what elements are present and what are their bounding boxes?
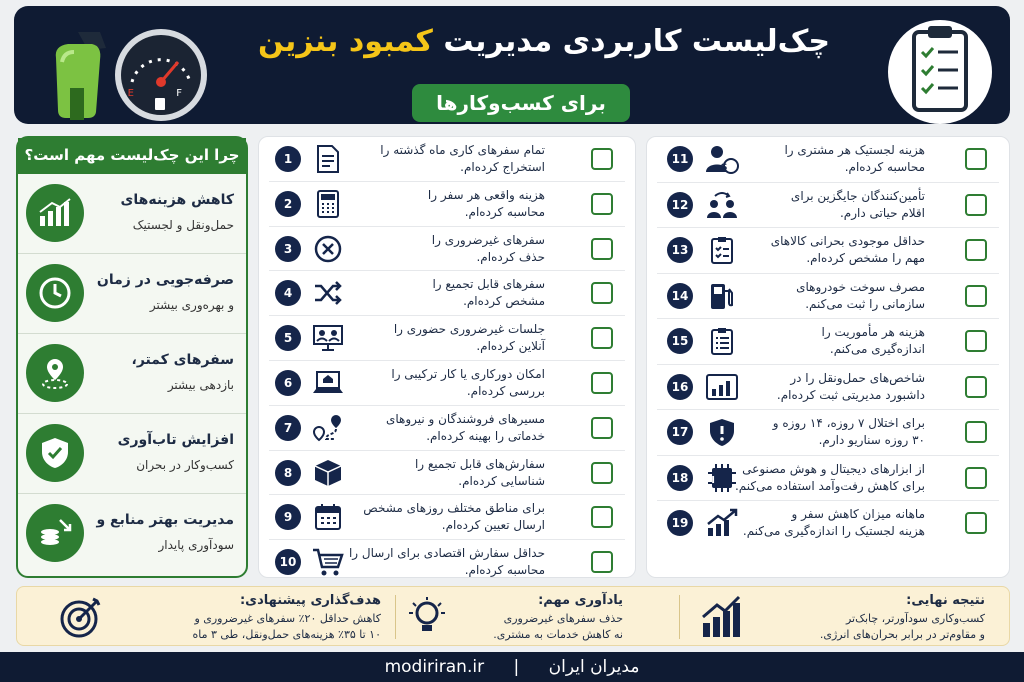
checklist-item [647,365,1009,409]
checklist-column-1-10 [258,136,636,578]
suppliers-icon [705,188,739,222]
clock-icon [26,264,84,322]
item-text-line1: سفارش‌های قابل تجمیع را [414,456,545,471]
item-checkbox[interactable] [965,239,987,261]
item-text-line2: هزینه لجستیک را اندازه‌گیری می‌کنم. [742,524,925,538]
svg-text:$: $ [720,162,728,173]
item-number: 15 [667,328,693,354]
route-pin-icon [311,411,345,445]
benefit-subtitle: بازدهی بیشتر [167,378,234,392]
reminder-title: یادآوری مهم: [538,593,623,608]
item-text-line1: برای مناطق مختلف روزهای مشخص [363,501,545,516]
item-checkbox[interactable] [965,421,987,443]
checklist-item [647,274,1009,318]
benefit-title: کاهش هزینه‌های [120,192,234,208]
item-text-line2: شناسایی کرده‌ام. [458,473,545,488]
checklist-item [259,495,635,539]
benefit-title: مدیریت بهتر منابع و [96,512,234,528]
item-checkbox[interactable] [591,506,613,528]
reminder-line2: نه کاهش خدمات به مشتری. [493,628,623,641]
item-checkbox[interactable] [591,462,613,484]
trend-up-icon [705,506,739,540]
item-checkbox[interactable] [965,194,987,216]
document-icon [311,142,345,176]
footer-bar [0,652,1024,682]
item-number: 8 [275,460,301,486]
item-text-line2: داشبورد مدیریتی ثبت کرده‌ام. [776,387,925,402]
title-highlight: کمبود بنزین [257,24,433,59]
item-text-line2: محاسبه کرده‌ام. [464,204,545,219]
footer-brand: مدیران ایران [548,657,640,677]
final-result-title: نتیجه نهایی: [906,593,985,608]
item-text-line2: اقلام حیاتی دارم. [839,205,925,220]
item-text-line1: حداقل موجودی بحرانی کالاهای [770,234,925,248]
item-number: 12 [667,192,693,218]
item-number: 7 [275,415,301,441]
checklist-item [259,540,635,584]
alert-shield-icon [705,415,739,449]
item-text-line2: ۳۰ روزه سناریو دارم. [818,433,925,447]
benefit-title: صرفه‌جویی در زمان [96,272,234,288]
checklist-clipboard-icon [884,18,996,126]
checklist-item [647,319,1009,363]
footer-website[interactable]: modiriran.ir [384,657,485,677]
item-text-line1: سفرهای قابل تجمیع را [432,277,545,292]
checklist-item [647,137,1009,181]
customer-cost-icon [705,142,739,176]
subtitle-pill: برای کسب‌وکارها [412,84,630,122]
shield-check-icon [26,424,84,482]
gauge-empty-label: E [127,88,134,99]
clipboard-check-icon [705,233,739,267]
checklist-item [259,361,635,405]
item-text-line2: بررسی کرده‌ام. [466,384,545,398]
item-number: 4 [275,280,301,306]
item-number: 3 [275,236,301,262]
checklist-item [647,456,1009,500]
reminder-section [389,587,677,647]
fuel-pump-icon [705,279,739,313]
item-number: 19 [667,510,693,536]
page-title [234,24,854,59]
why-important-heading: چرا این چک‌لیست مهم است؟ [18,138,246,174]
calculator-icon [311,187,345,221]
benefit-item [18,494,246,574]
item-text-line2: حذف کرده‌ام. [476,249,545,264]
title-main: چک‌لیست کاربردی مدیریت [443,24,831,59]
checklist-item [647,410,1009,454]
item-checkbox[interactable] [591,372,613,394]
item-checkbox[interactable] [591,148,613,170]
item-text-line1: هزینه واقعی هر سفر را [427,187,545,202]
item-text-line1: مسیرهای فروشندگان و نیروهای [385,411,545,426]
benefit-subtitle: حمل‌ونقل و لجستیک [132,218,234,232]
item-text-line1: ماهانه میزان کاهش سفر و [791,507,925,521]
video-meeting-icon [311,321,345,355]
goal-line1: کاهش حداقل ۲۰٪ سفرهای غیرضروری و [194,612,381,625]
item-number: 18 [667,465,693,491]
item-text-line2: مشخص کرده‌ام. [463,294,545,309]
goal-line2: ۱۰ تا ۳۵٪ هزینه‌های حمل‌ونقل، طی ۳ ماه [192,628,381,641]
checklist-item [647,183,1009,227]
benefit-subtitle: کسب‌وکار در بحران [136,458,234,472]
header-banner [14,6,1010,124]
benefit-subtitle: و بهره‌وری بیشتر [149,298,234,312]
bar-chart-growth-icon [26,184,84,242]
item-text-line1: مصرف سوخت خودروهای [796,279,925,294]
item-number: 9 [275,504,301,530]
benefit-item [18,334,246,414]
item-text-line1: شاخص‌های حمل‌ونقل را در [790,370,925,385]
item-number: 10 [275,549,301,575]
item-checkbox[interactable] [965,467,987,489]
checklist-item [259,451,635,495]
fuel-gauge-icon [112,26,210,124]
checklist-item [259,316,635,360]
checklist-item [259,137,635,181]
item-text-line1: برای اختلال ۷ روزه، ۱۴ روزه و [772,416,925,430]
item-checkbox[interactable] [965,512,987,534]
goal-section [17,587,389,647]
why-important-panel [16,136,248,578]
coins-down-icon [26,504,84,562]
item-text-line2: محاسبه کرده‌ام. [464,563,545,578]
item-text-line2: ارسال تعیین کرده‌ام. [441,518,545,533]
item-checkbox[interactable] [965,330,987,352]
item-text-line1: حداقل سفارش اقتصادی برای ارسال را [348,546,545,561]
item-checkbox[interactable] [965,376,987,398]
item-number: 2 [275,191,301,217]
benefit-title: افزایش تاب‌آوری [117,432,234,448]
item-text-line2: محاسبه کرده‌ام. [844,160,925,174]
lightbulb-icon [407,595,447,643]
benefit-subtitle: سودآوری پایدار [158,538,234,552]
item-text-line1: امکان دورکاری یا کار ترکیبی را [391,367,545,381]
item-number: 1 [275,146,301,172]
laptop-home-icon [311,366,345,400]
checklist-item [259,182,635,226]
item-checkbox[interactable] [965,148,987,170]
item-text-line2: استخراج کرده‌ام. [460,160,545,174]
item-checkbox[interactable] [591,327,613,349]
checklist-item [647,501,1009,545]
box-icon [311,456,345,490]
benefit-item [18,254,246,334]
benefit-title: سفرهای کمتر، [131,352,234,368]
item-checkbox[interactable] [591,282,613,304]
item-text-line1: سفرهای غیرضروری را [431,232,545,247]
checklist-item [259,271,635,315]
item-text-line2: برای کاهش رفت‌وآمد استفاده می‌کنم. [734,478,925,493]
item-text-line1: جلسات غیرضروری حضوری را [393,322,545,337]
item-number: 13 [667,237,693,263]
svg-text:AI: AI [703,474,715,486]
cart-icon [311,545,345,579]
item-number: 17 [667,419,693,445]
item-checkbox[interactable] [591,417,613,439]
shuffle-icon [311,276,345,310]
dashboard-chart-icon [705,370,739,404]
benefit-item [18,174,246,254]
item-checkbox[interactable] [591,551,613,573]
reminder-line1: حذف سفرهای غیرضروری [503,612,623,625]
item-number: 16 [667,374,693,400]
summary-bar [16,586,1010,646]
item-text-line1: تأمین‌کنندگان جایگزین برای [790,188,925,203]
item-text-line1: تمام سفرهای کاری ماه گذشته را [380,143,545,157]
item-text-line2: سازمانی را ثبت می‌کنم. [805,296,925,311]
item-number: 11 [667,146,693,172]
item-number: 6 [275,370,301,396]
checklist-item [259,406,635,450]
fuel-nozzle-icon [48,28,112,120]
final-result-line1: کسب‌وکاری سودآورتر، چابک‌تر [845,612,985,625]
item-text-line2: آنلاین کرده‌ام. [476,339,545,354]
item-checkbox[interactable] [591,238,613,260]
footer-separator: | [513,657,520,677]
final-result-line2: و مقاوم‌تر در برابر بحران‌های انرژی. [819,628,985,641]
checklist-item [259,227,635,271]
final-result-section [679,587,1009,647]
benefit-item [18,414,246,494]
item-checkbox[interactable] [965,285,987,307]
x-circle-icon [311,232,345,266]
item-text-line1: هزینه هر مأموریت را [821,325,925,339]
growth-chart-icon [699,595,743,643]
item-checkbox[interactable] [591,193,613,215]
checklist-item [647,228,1009,272]
map-pin-route-icon [26,344,84,402]
item-text-line1: از ابزارهای دیجیتال و هوش مصنوعی [742,461,925,476]
item-text-line1: هزینه لجستیک هر مشتری را [784,143,925,157]
clipboard-list-icon [705,324,739,358]
goal-title: هدف‌گذاری پیشنهادی: [239,593,381,608]
checklist-column-11-19 [646,136,1010,578]
item-text-line2: مهم را مشخص کرده‌ام. [806,251,925,265]
ai-chip-icon [705,461,739,495]
item-number: 14 [667,283,693,309]
item-number: 5 [275,325,301,351]
item-text-line2: خدماتی را بهینه کرده‌ام. [426,428,545,443]
calendar-icon [311,500,345,534]
gauge-full-label: F [176,88,182,99]
item-text-line2: اندازه‌گیری می‌کنم. [829,342,925,356]
target-icon [59,595,103,643]
